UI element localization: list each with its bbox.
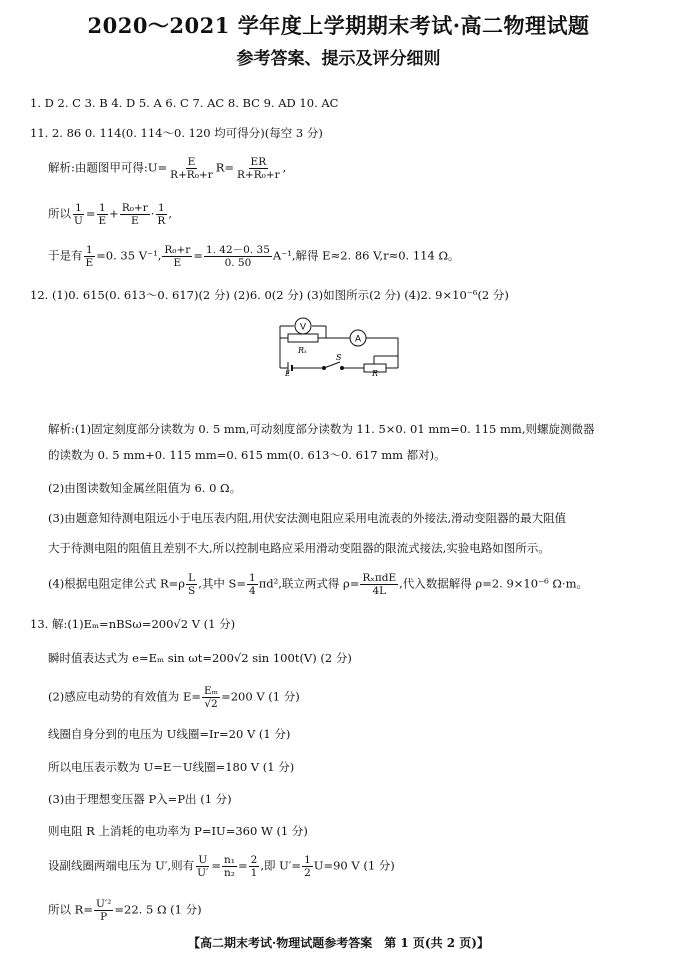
text: =	[85, 206, 96, 221]
q12-analysis-4: (3)由题意知待测电阻远小于电压表内阻,用伏安法测电阻应采用电流表的外接法,滑动变阻器的最大阻值	[48, 511, 567, 525]
q11-analysis	[48, 156, 286, 181]
text: 解析:由题图甲可得:U=	[48, 160, 168, 175]
switch-icon	[324, 362, 340, 368]
text: ,即 U′=	[260, 858, 302, 873]
fraction: $\frac{2}{1}$	[250, 854, 258, 879]
fraction: $\frac{1}{R}$	[157, 202, 166, 227]
fraction: $\frac{E}{\text{R+R₀+r}}$	[170, 156, 213, 181]
text: (2)感应电动势的有效值为 E=	[48, 689, 201, 704]
q13-line-6: (3)由于理想变压器 P入=P出 (1 分)	[48, 792, 232, 806]
fraction: $\frac{1}{U}$	[74, 202, 83, 227]
text: =0. 35 V⁻¹,	[96, 248, 162, 263]
fraction: $\frac{\text{R₀+r}}{E}$	[121, 202, 148, 227]
q11-then	[48, 244, 460, 269]
fraction: $\frac{1}{2}$	[304, 854, 311, 879]
fraction: $\frac{\text{R₀+r}}{E}$	[164, 244, 191, 269]
q13-line-7: 则电阻 R 上消耗的电功率为 P=IU=360 W (1 分)	[48, 824, 308, 838]
ammeter-label: A	[354, 333, 362, 344]
fraction: $\frac{1}{4}$	[249, 572, 256, 597]
page-title: 2020～2021 学年度上学期期末考试·高二物理试题	[87, 13, 590, 38]
text: ·	[150, 206, 155, 221]
q13-line-4: 线圈自身分到的电压为 U线圈=Ir=20 V (1 分)	[48, 727, 291, 741]
rx-label: Rₓ	[298, 346, 307, 355]
q12-analysis-3: (2)由图读数知金属丝阻值为 6. 0 Ω。	[48, 481, 242, 495]
text: (4)根据电阻定律公式 R=ρ	[48, 576, 185, 591]
q13-line-8	[48, 854, 395, 879]
q13-line-5: 所以电压表示数为 U=E－U线圈=180 V (1 分)	[48, 760, 295, 774]
fraction: $\frac{U}{U'}$	[197, 854, 209, 879]
text: U=90 V (1 分)	[313, 858, 395, 873]
battery-label: E	[285, 370, 291, 376]
q11-so	[48, 202, 172, 227]
text: 于是有	[48, 248, 83, 263]
fraction: $\frac{\text{RₓπdE}}{4L}$	[362, 572, 397, 597]
text: 设副线圈两端电压为 U′,则有	[48, 858, 195, 873]
q12-analysis-5: 大于待测电阻的阻值且差别不大,所以控制电路应采用滑动变阻器的限流式接法,实验电路如图所示。	[48, 541, 550, 555]
fraction: $\frac{1}{E}$	[85, 244, 94, 269]
fraction: $\frac{ER}{\text{R+R₀+r}}$	[237, 156, 280, 181]
rheostat-label: R	[372, 369, 379, 376]
q13-line-9	[48, 898, 202, 923]
text: =22. 5 Ω (1 分)	[114, 902, 202, 917]
text: =	[193, 248, 203, 263]
q13-line-2: 瞬时值表达式为 e=Eₘ sin ωt=200√2 sin 100t(V) (2 分)	[48, 651, 352, 665]
page-footer: 【高二期末考试·物理试题参考答案 第 1 页(共 2 页)】	[188, 936, 489, 950]
fraction: $\frac{1}{E}$	[98, 202, 107, 227]
fraction: $\frac{\text{Eₘ}}{√2}$	[203, 685, 219, 710]
resistor-rx-icon	[288, 334, 318, 342]
fraction: $\frac{1. 42-0. 35}{0. 50}$	[205, 244, 270, 269]
q11-head: 11. 2. 86 0. 114(0. 114～0. 120 均可得分)(每空 3 分)	[30, 126, 323, 140]
q12-head: 12. (1)0. 615(0. 613～0. 617)(2 分) (2)6. 0(2 分) (3)如图所示(2 分) (4)2. 9×10⁻⁶(2 分)	[30, 288, 509, 302]
fraction: $\frac{\text{U′²}}{P}$	[95, 898, 112, 923]
switch-label: S	[336, 353, 342, 362]
text: ,	[168, 206, 172, 221]
fraction: $\frac{\text{n₁}}{\text{n₂}}$	[224, 854, 235, 879]
text: ,其中 S=	[198, 576, 247, 591]
text: πd²,联立两式得 ρ=	[258, 576, 360, 591]
q12-analysis-1: 解析:(1)固定刻度部分读数为 0. 5 mm,可动刻度部分读数为 11. 5×0. 01 mm=0. 115 mm,则螺旋测微器	[48, 422, 595, 436]
page-subtitle: 参考答案、提示及评分细则	[236, 49, 441, 69]
q12-analysis-6	[48, 572, 588, 597]
text: =200 V (1 分)	[221, 689, 300, 704]
text: ,	[282, 160, 287, 175]
circuit-diagram	[270, 314, 410, 376]
text: =	[211, 858, 221, 873]
voltmeter-label: V	[299, 321, 307, 332]
q12-analysis-2: 的读数为 0. 5 mm+0. 115 mm=0. 615 mm(0. 613～0. 617 mm 都对)。	[48, 448, 446, 462]
q13-line-3	[48, 685, 300, 710]
choice-answers: 1. D 2. C 3. B 4. D 5. A 6. C 7. AC 8. BC 9. AD 10. AC	[30, 96, 339, 110]
text: =	[237, 858, 248, 873]
text: R=	[215, 160, 235, 175]
text: ,代入数据解得 ρ=2. 9×10⁻⁶ Ω·m。	[399, 576, 588, 591]
text: +	[109, 206, 119, 221]
q13-line-1: 13. 解:(1)Eₘ=nBSω=200√2 V (1 分)	[30, 617, 236, 631]
text: 所以 R=	[48, 902, 93, 917]
text: A⁻¹,解得 E≈2. 86 V,r≈0. 114 Ω。	[272, 248, 460, 263]
fraction: $\frac{L}{S}$	[188, 572, 196, 597]
text: 所以	[48, 206, 71, 221]
